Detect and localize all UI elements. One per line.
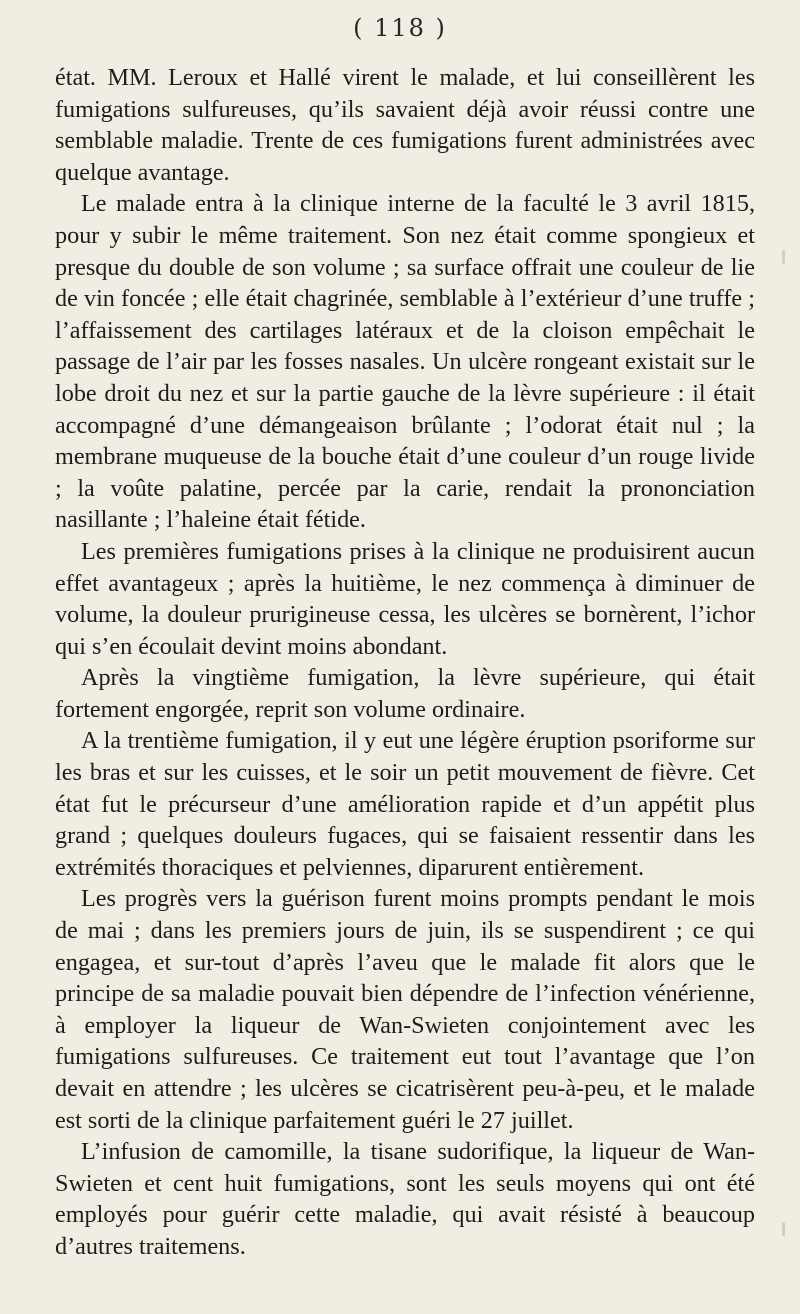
paragraph-1: état. MM. Leroux et Hallé virent le malade, et lui conseillèrent les fumigations sulfureuses, qu’ils savaient déjà avoir réussi contre une semblable maladie. Trente de ces fumigations furent administrées avec quelque avantage. [55, 64, 755, 186]
paragraph-3: Les premières fumigations prises à la clinique ne produisirent aucun effet avantageux ; après la huitième, le nez commença à diminuer de volume, la douleur prurigineuse cessa, les ulcères se bornèrent, l’ichor qui s’en écoulait devint moins abondant. [55, 537, 755, 660]
paragraph-4: Après la vingtième fumigation, la lèvre supérieure, qui était fortement engorgée, reprit son volume ordinaire. [55, 664, 755, 723]
paragraph-6: Les progrès vers la guérison furent moins prompts pendant le mois de mai ; dans les premiers jours de juin, ils se suspendirent ; ce qui engagea, et sur-tout d’après l’aveu que le malade fit alors que le principe de sa maladie pouvait bien dépendre de l’infection vénérienne, à employer la liqueur de Wan-Swieten conjointement avec les fumigations sulfureuses. Ce traitement eut tout l’avantage que l’on devait en attendre ; les ulcères se cicatrisèrent peu-à-peu, et le malade est sorti de la clinique parfaitement guéri le 27 juillet. [55, 885, 755, 1134]
paper-mark [782, 250, 785, 264]
page-number: ( 118 ) [353, 14, 447, 42]
body-text [55, 62, 755, 1263]
paragraph-2: Le malade entra à la clinique interne de la faculté le 3 avril 1815, pour y subir le même traitement. Son nez était comme spongieux et presque du double de son volume ; sa surface offrait une couleur de lie de vin foncée ; elle était chagrinée, semblable à l’extérieur d’une truffe ; l’affaissement des cartilages latéraux et de la cloison empêchait le passage de l’air par les fosses nasales. Un ulcère rongeant existait sur le lobe droit du nez et sur la partie gauche de la lèvre supérieure : il était accompagné d’une démangeaison brûlante ; l’odorat était nul ; la membrane muqueuse de la bouche était d’une couleur d’un rouge livide ; la voûte palatine, percée par la carie, rendait la prononciation nasillante ; l’haleine était fétide. [55, 190, 755, 534]
paragraph-7: L’infusion de camomille, la tisane sudorifique, la liqueur de Wan-Swieten et cent huit fumigations, sont les seuls moyens qui ont été employés pour guérir cette maladie, qui avait résisté à beaucoup d’autres traitemens. [55, 1138, 755, 1260]
paragraph-5: A la trentième fumigation, il y eut une légère éruption psoriforme sur les bras et sur les cuisses, et le soir un petit mouvement de fièvre. Cet état fut le précurseur d’une amélioration rapide et d’un appétit plus grand ; quelques douleurs fugaces, qui se faisaient ressentir dans les extrémités thoraciques et pelviennes, diparurent entièrement. [55, 727, 755, 881]
paper-mark [782, 1222, 785, 1236]
